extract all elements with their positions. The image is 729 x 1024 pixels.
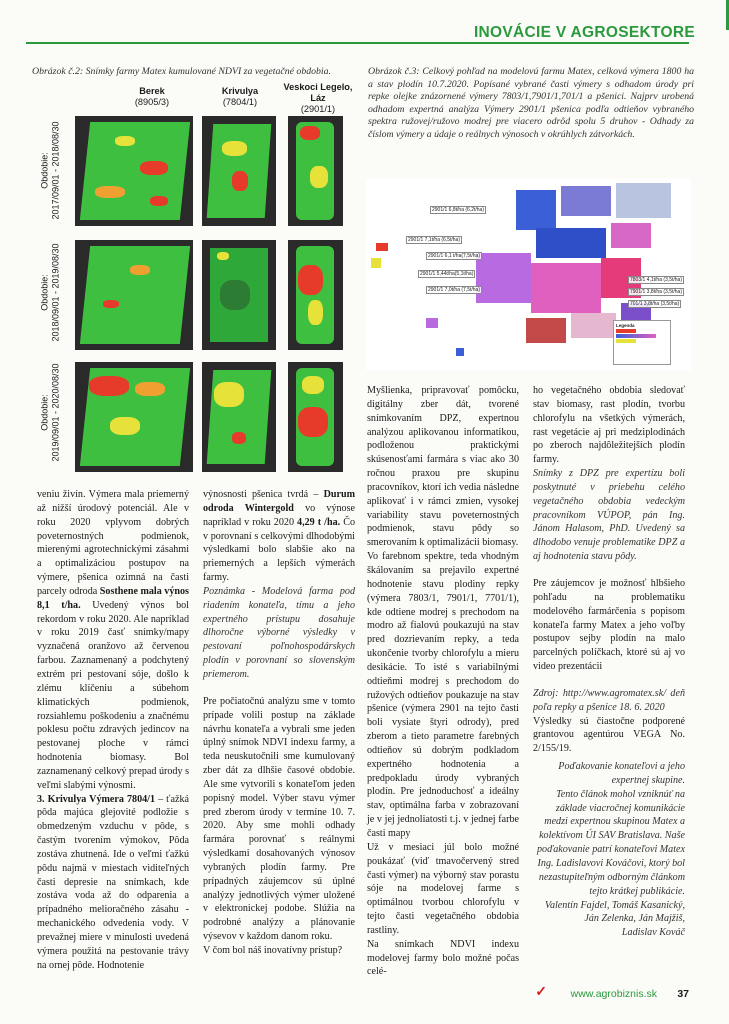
map-annotation: 2901/1 6,1 t/ha(7,5t/ha) [428, 253, 480, 259]
map-annotation: 2901/1 5,44t/ha(5,1t/ha) [420, 271, 474, 277]
ndvi-map-veskoci-2018 [288, 116, 343, 226]
column-header-krivulya: Krivulya (7804/1) [221, 86, 259, 107]
ndvi-map-berek-2018 [75, 116, 193, 226]
article-column-2: výnosnosti pšenica tvrdá – Durum odroda Wintergold vo výnose napríklad v roku 2020 4,29 t /ha. Čo v porovnaní s celkovými dlhodobými výsledkami bolo slabšie ako na priemerných a lepších výmerách farmy. Poznámka - Modelová farma pod riadením konateľa, tímu a jeho expertného prístupu dosahuje dlhoročne výborné výsledky v pestovaní poľnohospodárskych plodín v porovnaní so slovenským priemerom. Pre počiatočnú analýzu sme v tomto prípade volili postup na základe návrhu konateľa a vybrali sme jeden úplný snímok NDVI indexu farmy, a teda neuskutočnili sme kumulovaný zber dát za dlhšie časové obdobie. Ale sme vytvorili s konateľom jeden popisný model. Výber stavu výmer pred zberom úrody v termíne 10. 7. 2020. Aby sme mohli odhady farmára porovnať s reálnymi výsledkami dosahovaných výnosov vybraných plodín farmy. Pre prípadných záujemcov sú úplné analýzy jednotlivých výmer uložené v elektronickej podobe. Slúžia na podrobné analýzy a plánovanie výsevov v každom danom roku. V čom bol náš inovatívny prístup? [203, 489, 355, 956]
figure2-caption: Obrázok č.2: Snímky farmy Matex kumulované NDVI za vegetačné obdobia. [32, 66, 331, 77]
checkmark-icon: ✓ [535, 983, 547, 999]
map-legend: Legenda [613, 320, 671, 365]
row-label-3: Obdobie: 2019/09/01 - 2020/08/30 [39, 363, 60, 462]
page-number: 37 [677, 988, 689, 1000]
row-label-2: Obdobie: 2018/09/01 - 2019/08/30 [39, 243, 60, 342]
ndvi-map-berek-2019 [75, 240, 193, 350]
ndvi-map-krivulya-2020 [202, 362, 276, 472]
map-annotation: 2901/1 7,1t/ha (6,5t/ha) [408, 237, 460, 243]
map-annotation: 701/1 3,8t/ha (3,5t/ha) [630, 301, 680, 307]
figure2-ndvi-grid [30, 82, 355, 477]
figure3-caption: Obrázok č.3: Celkový pohľad na modelovú farmu Matex, celková výmera 1800 ha a stav plodín 10.7.2020. Popísané vybrané časti výmery s odhadom úrody pri repke olejke znázornené výmery 7803/1,7901/1,701/1 a pšenici. Najprv urobená odhadom expertná analýza Výmery 2901/1 pšenica podľa odtieňov vybraného spektra ružovej/ružovo modrej pre viacero odrôd spolu 5 druhov - Odhady za číslom výmery a údaje o reálnych výnosoch v okrúhlych zátvorkách. [368, 66, 694, 140]
section-title: INOVÁCIE V AGROSEKTORE [473, 24, 695, 41]
ndvi-map-veskoci-2019 [288, 240, 343, 350]
article-column-4: ho vegetačného obdobia sledovať stav biomasy, rast plodín, tvorbu chlorofylu na všetkých výmerách, rast vegetácie aj pri medziplodinách po zberoch najdôležitejších plodín farmy. Snímky z DPZ pre expertízu boli poskytnuté v priebehu celého vegetačného obdobia vedeckým pracovníkom VÚPOP, pán Ing. Jánom Halasom, PhD. Uvedený sa dlhodobo venuje problematike DPZ a aj hodnotenia stavu pôdy. Pre záujemcov je možnosť hlbšieho pohľadu na problematiku modelového farmárčenia s popisom konateľa farmy Matex a jeho voľby postupov sejby plodín na malo parcelných políčkach, ktoré sú aj vo video prezentácii Zdroj: http://www.agromatex.sk/ deň poľa repky a pšenice 18. 6. 2020 Výsledky sú čiastočne podporené grantovou agentúrou VEGA No. 2/155/19. Poďakovanie konateľovi a jeho expertnej skupine. Tento článok mohol vzniknúť na základe viacročnej komunikácie medzi expertnou skupinou Matex a kolektívom ÚI SAV Bratislava. Naše poďakovanie patrí konateľovi Matex Ing. Ladislavovi Kováčovi, ktorý bol nezastupiteľným odborným článkom tejto krátkej publikácie. Valentín Fajdel, Tomáš Kasanický, Ján Zelenka, Ján Majžiš, Ladislav Kováč [533, 385, 685, 939]
footer-url[interactable]: www.agrobiznis.sk [570, 988, 657, 1000]
map-annotation: 2901/1 7,0t/ha (7,5t/ha) [428, 287, 480, 293]
ndvi-map-veskoci-2020 [288, 362, 343, 472]
row-label-1: Obdobie: 2017/09/01 - 2018/08/30 [39, 121, 60, 220]
map-annotation: 7803/1 4,1t/ha (3,5t/ha) [630, 277, 682, 283]
map-annotation: 2901/1 6,8t/ha (6,2t/ha) [432, 207, 484, 213]
header-rule [26, 42, 689, 44]
ndvi-map-berek-2020 [75, 362, 193, 472]
map-annotation: 7901/1 3,8t/ha (3,5t/ha) [630, 289, 682, 295]
ndvi-map-krivulya-2018 [202, 116, 276, 226]
figure3-farm-map [366, 178, 691, 370]
article-column-3: Myšlienka, pripravovať pomôcku, digitálny zber dát, tvorené snímkovaním DPZ, expertnou analýzou aplikovanou informatikou, podloženou praktickými skúsenosťami farmára s viac ako 30 ročnou praxou pre skupinu pracovníkov, ktorí ich vedia následne aplikovať i v rámci zmien, vysokej variability stavu poveternostných podmienok, stavu pôdy so smerovaním k optimalizácii biomasy. Vo farebnom spektre, teda vhodným škálovaním sa prejavilo expertné hodnotenie stavu plodiny repky (výmera 7803/1, 7901/1, 7701/1), kde odtiene modrej s prechodom na modro až fialovú poukazujú na stav pred dozrievaním repky, a teda ukončenie tvorby chlorofylu a mieru desikácie. To isté s variabilnými odtieňmi modrej s prechodom do ružových odtieňov poukazuje na stav pšenice (výmera 2901 na tejto časti boli vysiate štyri odrody), pred zberom a tieto parametre farebných odtieňov sú dobrým podkladom expertného hodnotenia a predpokladu úrody vybraných plodín. Pre jednoduchosť a ideálny stav, optimálna farba v zobrazovaní je v jej jednoliatosti t.j. v jednej farbe časti mapy Už v mesiaci júl bolo možné poukázať (viď tmavočervený stred časti výmer) na výborný stav porastu sóje na modelovej farme s optimálnou tvorbou chlorofylu v tejto časti vegetačného obdobia rastliny. Na snímkach NDVI indexu modelovej farmy bolo možné počas celé- [367, 385, 519, 978]
column-header-berek: Berek (8905/3) [134, 86, 170, 107]
ndvi-map-krivulya-2019 [202, 240, 276, 350]
article-column-1: veniu živín. Výmera mala priemerný až nižší úrodový potenciál. Ale v roku 2020 vplyvom dobrých poveternostných podmienok, mierenými agrotechnickými zásahmi a optimalizáciou postupov na výmere, pšenica ozimná na časti parcely odroda Sosthene mala výnos 8,1 t/ha. Uvedený výnos bol rekordom v roku 2020. Ale napríklad v roku 2019 časť snímky/mapy vyznačená oranžovo až červenou farbou. Zaznamenaný a podchytený extrém pri pestovaní sóje, došlo k zlému klíčeniu a súbehom klimatických podmienok, rozsiahlemu poškodeniu a značnému poklesu počtu zdravých jedincov na pestovanej ploche v rámci hodnotenia biomasy. Bol zaznamenaný celkový prepad úrody s veľmi slabými výnosmi. 3. Krivulya Výmera 7804/1 – ťažká pôda majúca glejovité podložie s obmedzeným vzduchu v pôde, s častým tvorením výmokov, Pôda zostáva zhutnená. Ide o veľmi ťažkú pôdu najmä v miestach viditeľných časti depresie na snímkach, kde zostáva voda až do odparenia a prípadného melioračného zásahu - mechanického odvedenia vody. V prevažnej miere v minulosti uvedená výmera použitá na pestovanie trávy na ornej pôde. Hodnotenie [37, 489, 189, 971]
column-header-veskoci: Veskoci Legelo, Láz (2901/1) [283, 82, 353, 114]
